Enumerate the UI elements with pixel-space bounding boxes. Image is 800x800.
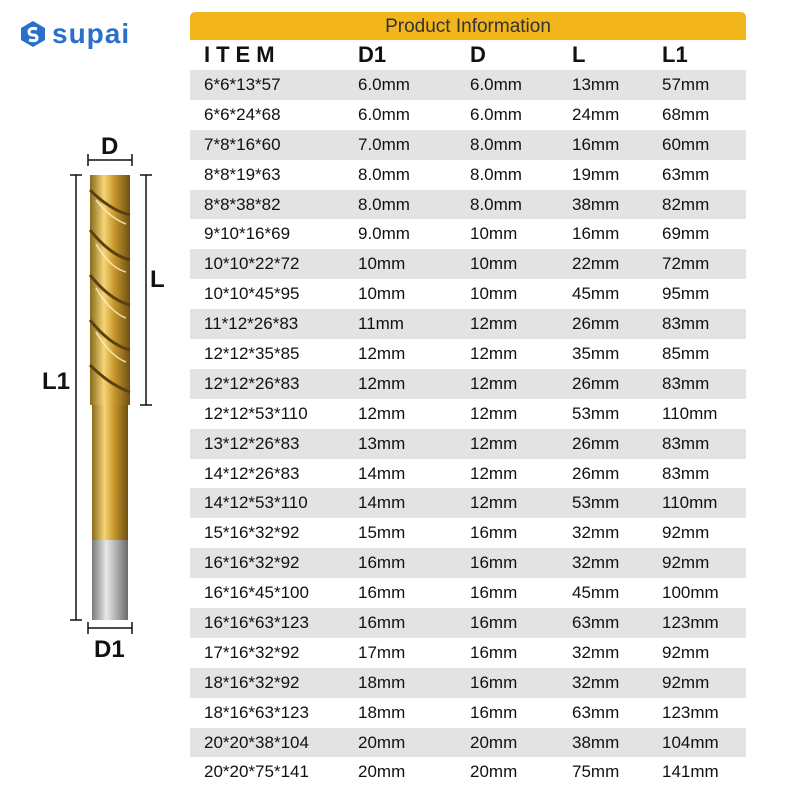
cell-d: 12mm	[470, 403, 518, 423]
table-row	[190, 369, 746, 399]
cell-l1: 95mm	[662, 284, 710, 304]
table-row	[190, 309, 746, 339]
cell-l: 63mm	[572, 702, 620, 722]
cell-l: 26mm	[572, 463, 620, 483]
table-row	[190, 578, 746, 608]
cell-l: 13mm	[572, 74, 620, 94]
table-row	[190, 190, 746, 220]
cell-d1: 14mm	[358, 493, 406, 513]
cell-l1: 60mm	[662, 134, 710, 154]
cell-l1: 57mm	[662, 74, 710, 94]
cell-l: 53mm	[572, 493, 620, 513]
table-row	[190, 638, 746, 668]
cell-l1: 85mm	[662, 343, 710, 363]
table-row	[190, 518, 746, 548]
cell-l1: 63mm	[662, 164, 710, 184]
cell-l: 63mm	[572, 612, 620, 632]
cell-d: 6.0mm	[470, 104, 522, 124]
brand-logo	[18, 18, 130, 50]
table-row	[190, 668, 746, 698]
cell-d1: 16mm	[358, 612, 406, 632]
cell-l: 19mm	[572, 164, 620, 184]
cell-item: 8*8*38*82	[204, 194, 281, 214]
cell-item: 10*10*45*95	[204, 284, 300, 304]
cell-d1: 12mm	[358, 403, 406, 423]
cell-item: 16*16*32*92	[204, 553, 300, 573]
cell-l1: 92mm	[662, 523, 710, 543]
cell-d1: 9.0mm	[358, 224, 410, 244]
cell-d1: 20mm	[358, 732, 406, 752]
cell-d1: 15mm	[358, 523, 406, 543]
table-row	[190, 249, 746, 279]
cell-l: 32mm	[572, 642, 620, 662]
cell-d1: 18mm	[358, 702, 406, 722]
cell-d: 12mm	[470, 433, 518, 453]
cell-item: 11*12*26*83	[204, 314, 299, 334]
end-mill-diagram	[0, 120, 190, 680]
cell-d1: 10mm	[358, 284, 406, 304]
cell-l1: 72mm	[662, 254, 710, 274]
cell-d: 20mm	[470, 732, 518, 752]
cell-d: 16mm	[470, 583, 518, 603]
table-row	[190, 728, 746, 758]
cell-d: 12mm	[470, 343, 518, 363]
cell-item: 14*12*53*110	[204, 493, 308, 513]
dimension-label-d: D	[101, 133, 119, 160]
cell-l1: 68mm	[662, 104, 710, 124]
cell-item: 16*16*63*123	[204, 612, 309, 632]
cell-l1: 92mm	[662, 642, 710, 662]
table-row	[190, 100, 746, 130]
brand-name: supai	[52, 18, 131, 49]
cell-d1: 20mm	[358, 762, 406, 782]
table-row	[190, 219, 746, 249]
cell-item: 10*10*22*72	[204, 254, 300, 274]
cell-l: 16mm	[572, 224, 620, 244]
cell-l1: 141mm	[662, 762, 719, 782]
table-row	[190, 698, 746, 728]
cell-d1: 16mm	[358, 583, 406, 603]
cell-l: 32mm	[572, 553, 620, 573]
cell-l: 26mm	[572, 373, 620, 393]
cell-d1: 6.0mm	[358, 74, 410, 94]
cell-d: 20mm	[470, 762, 518, 782]
cell-item: 6*6*13*57	[204, 74, 281, 94]
cell-l: 45mm	[572, 284, 620, 304]
cell-d: 8.0mm	[470, 194, 522, 214]
table-row	[190, 70, 746, 100]
cell-d: 16mm	[470, 523, 518, 543]
cell-l: 53mm	[572, 403, 620, 423]
cell-l1: 123mm	[662, 702, 719, 722]
cell-d: 12mm	[470, 373, 518, 393]
cell-d1: 17mm	[358, 642, 406, 662]
cell-d: 10mm	[470, 284, 518, 304]
cell-d1: 16mm	[358, 553, 406, 573]
table-row	[190, 399, 746, 429]
cell-l: 32mm	[572, 672, 620, 692]
cell-d: 10mm	[470, 224, 518, 244]
header-d1: D1	[358, 42, 387, 67]
table-row	[190, 130, 746, 160]
cell-l: 35mm	[572, 343, 620, 363]
cell-d1: 11mm	[358, 314, 404, 334]
brand-mark-icon	[18, 19, 48, 49]
table-row	[190, 160, 746, 190]
cell-d1: 8.0mm	[358, 164, 410, 184]
cell-item: 12*12*26*83	[204, 373, 300, 393]
cell-d1: 12mm	[358, 343, 406, 363]
cell-d: 16mm	[470, 672, 518, 692]
cell-l: 75mm	[572, 762, 620, 782]
dimension-label-d1: D1	[94, 636, 125, 663]
cell-item: 13*12*26*83	[204, 433, 300, 453]
cell-d1: 13mm	[358, 433, 406, 453]
table-row	[190, 339, 746, 369]
cell-item: 18*16*32*92	[204, 672, 300, 692]
cell-d1: 7.0mm	[358, 134, 410, 154]
cell-l: 38mm	[572, 732, 620, 752]
cell-l1: 92mm	[662, 672, 710, 692]
cell-item: 9*10*16*69	[204, 224, 291, 244]
dimension-label-l1: L1	[42, 368, 71, 395]
cell-l1: 110mm	[662, 493, 718, 513]
cell-l1: 83mm	[662, 463, 710, 483]
cell-item: 7*8*16*60	[204, 134, 281, 154]
cell-l: 32mm	[572, 523, 620, 543]
cell-l1: 104mm	[662, 732, 719, 752]
cell-l: 26mm	[572, 314, 620, 334]
cell-item: 12*12*35*85	[204, 343, 300, 363]
cell-d: 12mm	[470, 463, 518, 483]
cell-l1: 82mm	[662, 194, 710, 214]
cell-item: 16*16*45*100	[204, 583, 309, 603]
cell-item: 20*20*75*141	[204, 762, 309, 782]
cell-item: 6*6*24*68	[204, 104, 281, 124]
cell-d1: 18mm	[358, 672, 406, 692]
cell-d: 12mm	[470, 493, 518, 513]
cell-l1: 92mm	[662, 553, 710, 573]
cell-item: 20*20*38*104	[204, 732, 309, 752]
cell-d: 16mm	[470, 553, 518, 573]
header-item: ITEM	[204, 42, 281, 67]
table-row	[190, 488, 746, 518]
cell-l1: 110mm	[662, 403, 718, 423]
cell-item: 18*16*63*123	[204, 702, 309, 722]
cell-d: 16mm	[470, 612, 518, 632]
dimension-label-l: L	[150, 266, 165, 293]
table-header	[190, 40, 746, 70]
table-title: Product Information	[190, 12, 746, 40]
cell-d: 16mm	[470, 642, 518, 662]
header-l1: L1	[662, 42, 688, 67]
cell-l: 38mm	[572, 194, 620, 214]
cell-d: 6.0mm	[470, 74, 522, 94]
header-l: L	[572, 42, 586, 67]
cell-l1: 123mm	[662, 612, 719, 632]
cell-d1: 6.0mm	[358, 104, 410, 124]
cell-d1: 12mm	[358, 373, 406, 393]
table-row	[190, 459, 746, 489]
table-row	[190, 279, 746, 309]
cell-d: 10mm	[470, 254, 518, 274]
table-row	[190, 548, 746, 578]
cell-d1: 8.0mm	[358, 194, 410, 214]
cell-item: 8*8*19*63	[204, 164, 281, 184]
cell-l: 22mm	[572, 254, 620, 274]
cell-l1: 83mm	[662, 373, 710, 393]
product-table	[190, 12, 746, 787]
cell-item: 17*16*32*92	[204, 642, 300, 662]
cell-l: 26mm	[572, 433, 620, 453]
cell-d: 8.0mm	[470, 134, 522, 154]
cell-item: 12*12*53*110	[204, 403, 308, 423]
header-d: D	[470, 42, 486, 67]
table-body	[190, 70, 746, 787]
cell-d: 8.0mm	[470, 164, 522, 184]
cell-l1: 100mm	[662, 583, 719, 603]
cell-d1: 14mm	[358, 463, 406, 483]
cell-d: 12mm	[470, 314, 518, 334]
cell-d1: 10mm	[358, 254, 406, 274]
cell-item: 15*16*32*92	[204, 523, 300, 543]
cell-l: 24mm	[572, 104, 620, 124]
cell-l1: 83mm	[662, 314, 710, 334]
cell-l: 45mm	[572, 583, 620, 603]
cell-l1: 69mm	[662, 224, 710, 244]
table-row	[190, 757, 746, 787]
table-row	[190, 608, 746, 638]
table-row	[190, 429, 746, 459]
cell-d: 16mm	[470, 702, 518, 722]
cell-item: 14*12*26*83	[204, 463, 300, 483]
cell-l1: 83mm	[662, 433, 710, 453]
cell-l: 16mm	[572, 134, 620, 154]
